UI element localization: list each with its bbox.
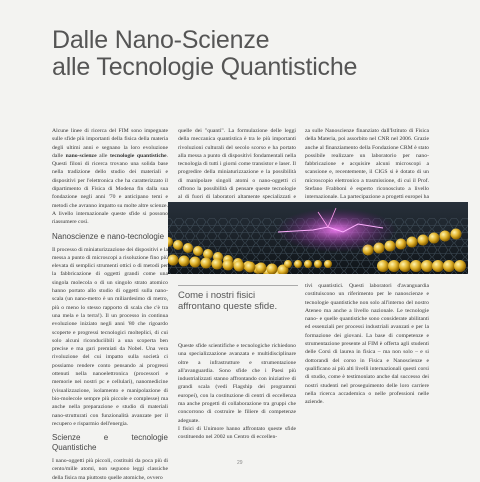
gold-nanoparticle [377,260,389,272]
subheading-nanoscienze: Nanoscienze e nano-tecnologie [52,231,165,241]
gold-nanoparticle [212,259,223,270]
nano-illustration [168,202,468,274]
nanoscienze-paragraph: Il processo di miniaturizzazione dei dispositivi e la messa a punto di microscopi a risoluzione fino più elevata di semplici strumenti ottici o di metodi per la fabbricazione di oggetti grandi come una singola molecola o di un singolo strato atomico hanno portato allo studio di oggetti sulla nano-scala (un nano-metro è un miliardesimo di metro, più o meno lo stesso rapporto di scala che c'è tra una mela e la terra!). Il un processo in continua evoluzione iniziato negli anni '80 che rigoardo scoperte e progressi tecnologici molteplici, di cui solo alcuni riconduciibili a una scoperta ben precise e ma gari premiati da Nobel. Una vera rivoluzione del cui impatto sulla società ci possiamo rendere conto pensando ai progressi ottenuti nella nanoelettronica (processori e memorie nei nostri pc e cellulari), nanomedicine (visualizzazione, isolamento e manipolazione di bio-molecole sempre più piccole e complesse) ma anche nella preparazione e studio di materiali nano-strutturati con funzionalità avanzate per il recupero e risparmio dell'energia. [52,246,168,427]
column-5-paragraph: tivi quantistici. Questi laboratori d'avanguardia costituiscono un riferimento per le nanoscienze e tecnologie quantistiche non solo all'interno del nostro Ateneo ma anche a livello nazionale. Le tecnologie nano- e quelle quantistiche sono considerate abilitanti ed essenziali per processi industriali avanzati e per la formazione dei giovani. La base di competenze e strumentazione presente al FIM è offerta agli studenti delle Corsi di laurea in fisica – ma non solo – e si dottorandi del corso in Fisica e Nanoscienze e qualificano ai più alti livelli internazionali questi corsi di studio, come è testimoniato anche dal successo dei nostri studenti nel proseguimento delle loro carriere nella ricerca accademica o nelle professioni nelle aziende. [305,283,429,406]
gold-nanoparticle [173,240,183,250]
gold-nanoparticle [432,260,444,272]
subheading-quantistiche: Scienze e tecnologie Quantistiche [52,433,168,453]
gold-nanoparticle [284,260,292,268]
gold-nanoparticle [314,260,322,268]
column-1 [52,127,168,482]
gold-nanoparticle [203,249,213,259]
article-title [52,27,357,81]
intro-paragraph: Alcune linee di ricerca del FIM sono impegnate sulle sfide più importanti della fisica della materia degli ultimi anni e segnano la loro evoluzione dalle nano-scienze alle tecnologie quantistiche. Questi filoni di ricerca trovano una solida base nella tradizione dello studio dei materiali e dispositivi per l'elettronica che ha caratterizzato il dipartimento di Fisica di Modena fin dalla sua fondazione negli anni '70 e anticipano temi e metodi che avranno impatto su molte altre scienze. A livello internazionale queste sfide si possono riassumere così. [52,128,168,226]
gold-nanoparticle [234,261,245,272]
gold-nanoparticle [294,260,302,268]
column-4 [178,342,296,442]
gold-nanoparticle [267,264,278,275]
nano-scienze-bold: nano-scienze [65,152,97,159]
page-number: 29 [237,460,243,466]
gold-nanoparticle [440,231,451,242]
gold-nanoparticle [256,263,267,274]
nano-illustration-svg [168,202,468,274]
title-line-1: Dalle Nano-Scienze [52,26,270,54]
gold-nanoparticle [183,243,193,253]
gold-nanoparticle [168,255,179,266]
gold-nanoparticle [245,262,256,273]
column-4-paragraph-2: I fisici di Unimore hanno affrontato queste sfide costituendo nel 2002 un Centro di eccellen- [178,425,296,441]
gold-nanoparticle [454,260,466,272]
gold-nanoparticle [399,260,411,272]
column-5 [305,282,429,406]
gold-nanoparticle [223,260,234,271]
gold-nanoparticle [304,260,312,268]
gold-nanoparticle [193,246,203,256]
gold-nanoparticle [385,241,396,252]
gold-nanoparticle [388,260,400,272]
gold-nanoparticle [201,258,212,269]
gold-nanoparticle [190,257,201,268]
column-3-paragraph: za sulle Nanoscienze finanziato dall'Istituto di Fisica della Materia, poi assorbito nel CNR nel 2006. Grazie anche al finanziamento della Fondazione CRM è stato possibile realizzare un laboratorio per nano-fabbricazione e acquisire alcuni microscopi a scansione e, recentemente, il CIGS si è dotato di un microscopio elettronico a trasmissione, di cui il Prof. Stefano Frabboni è esperto riconosciuto a livello internazionale. La partecipazione a progetti europei ha [305,128,429,201]
gold-nanoparticle [451,229,462,240]
gold-nanoparticle [429,233,440,244]
gold-nanoparticle [418,235,429,246]
gold-nanoparticle [179,256,190,267]
title-line-2: alle Tecnologie Quantistiche [52,53,358,81]
gold-nanoparticle [324,260,332,268]
gold-nanoparticle [443,260,455,272]
gold-nanoparticle [410,260,422,272]
gold-nanoparticle [421,260,433,272]
gold-nanoparticle [407,237,418,248]
tecnologie-quantistiche-bold: tecnologie quantistiche [109,152,167,159]
pull-quote: Come i nostri fisici affrontano queste sfide. [178,290,278,312]
quantistiche-paragraph: I nano-oggetti più piccoli, costituiti da poca più di cento/mille atomi, non seguono leggi classiche della fisica ma piuttosto quelle atomiche, ovvero [52,458,168,481]
pull-quote-rule [178,285,298,286]
gold-nanoparticle [396,239,407,250]
column-2-paragraph: quelle dei "quanti". La formulazione delle leggi della meccanica quantistica è tra le più importanti rivoluzioni culturali del secolo scorso e ha portato alla messa a punto di dispositivi fondamentali nella tecnologia di tutti i giorni come transistor e laser. Il progredire della miniaturizzazione e la possibilità di manipolare singoli atomi o nano-oggetti ci offrono la possibilità di pensare queste tecnologie al di fuori di laboratori altamente specializzati e [178,128,296,201]
column-4-paragraph-1: Queste sfide scientifiche e tecnologiche richiedono una specializzazione avanzata e multidisciplinare oltre a infrastrutture e strumentazione all'avanguardia. Sono sfide che i Paesi più industrializzati stanno affrontando con iniziative di grandi scala (vedi Flagship dei programmi europei), con la costituzione di centri di eccellenza ma anche progetti di collaborazione tra gruppi che concorrono di costruire le filiere di competenze adeguate. [178,343,296,424]
